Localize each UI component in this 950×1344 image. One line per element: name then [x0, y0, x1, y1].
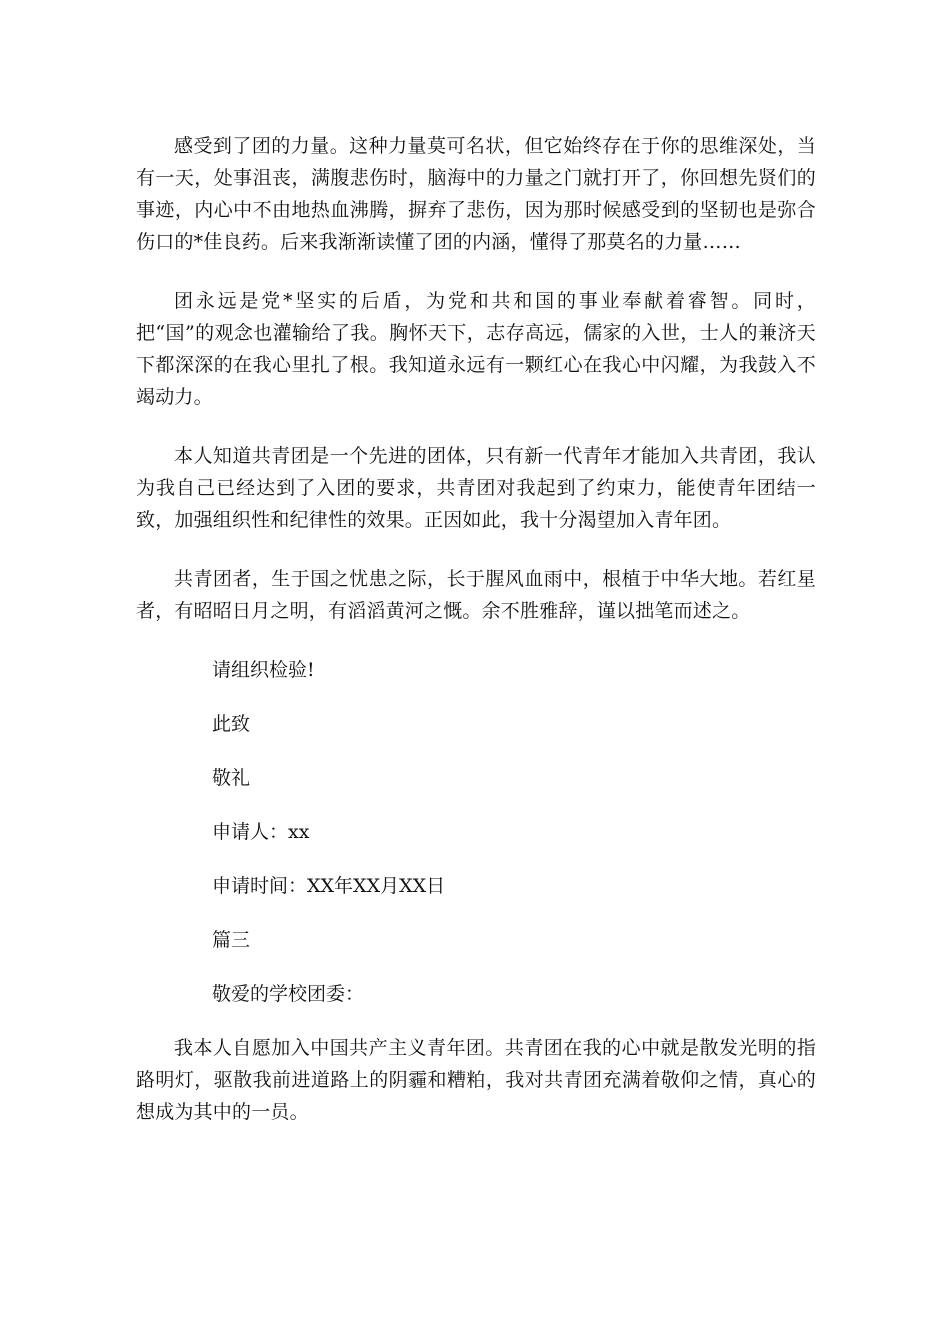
- paragraph-1: 感受到了团的力量。这种力量莫可名状，但它始终存在于你的思维深处，当有一天，处事沮丧，满腹悲伤时，脑海中的力量之门就打开了，你回想先贤们的事迹，内心中不由地热血沸腾，摒弃了悲伤，因为那时候感受到的坚韧也是弥合伤口的*佳良药。后来我渐渐读懂了团的内涵，懂得了那莫名的力量……: [136, 135, 816, 253]
- application-date: 申请时间：XX年XX月XX日: [212, 875, 446, 897]
- paragraph-4: 共青团者，生于国之忧患之际，长于腥风血雨中，根植于中华大地。若红星者，有昭昭日月之明，有滔滔黄河之慨。余不胜雅辞，谨以拙笔而述之。: [136, 568, 816, 622]
- paragraph-final: 我本人自愿加入中国共产主义青年团。共青团在我的心中就是散发光明的指路明灯，驱散我前进道路上的阴霾和糟粕，我对共青团充满着敬仰之情，真心的想成为其中的一员。: [136, 1037, 816, 1123]
- paragraph-2: 团永远是党*坚实的后盾，为党和共和国的事业奉献着睿智。同时，把“国”的观念也灌输给了我。胸怀天下，志存高远，儒家的入世，士人的兼济天下都深深的在我心里扎了根。我知道永远有一颗红心在我心中闪耀，为我鼓入不竭动力。: [136, 290, 816, 408]
- closing-request: 请组织检验!: [212, 659, 315, 681]
- letter-greeting: 敬爱的学校团委：: [212, 983, 365, 1005]
- section-heading: 篇三: [212, 929, 251, 951]
- applicant-name: 申请人：xx: [212, 821, 310, 843]
- paragraph-3: 本人知道共青团是一个先进的团体，只有新一代青年才能加入共青团，我认为我自己已经达到了入团的要求，共青团对我起到了约束力，能使青年团结一致，加强组织性和纪律性的效果。正因如此，我十分渴望加入青年团。: [136, 445, 816, 531]
- closing-salutation-1: 此致: [212, 713, 251, 735]
- closing-salutation-2: 敬礼: [212, 767, 251, 789]
- document-page: [136, 130, 816, 1128]
